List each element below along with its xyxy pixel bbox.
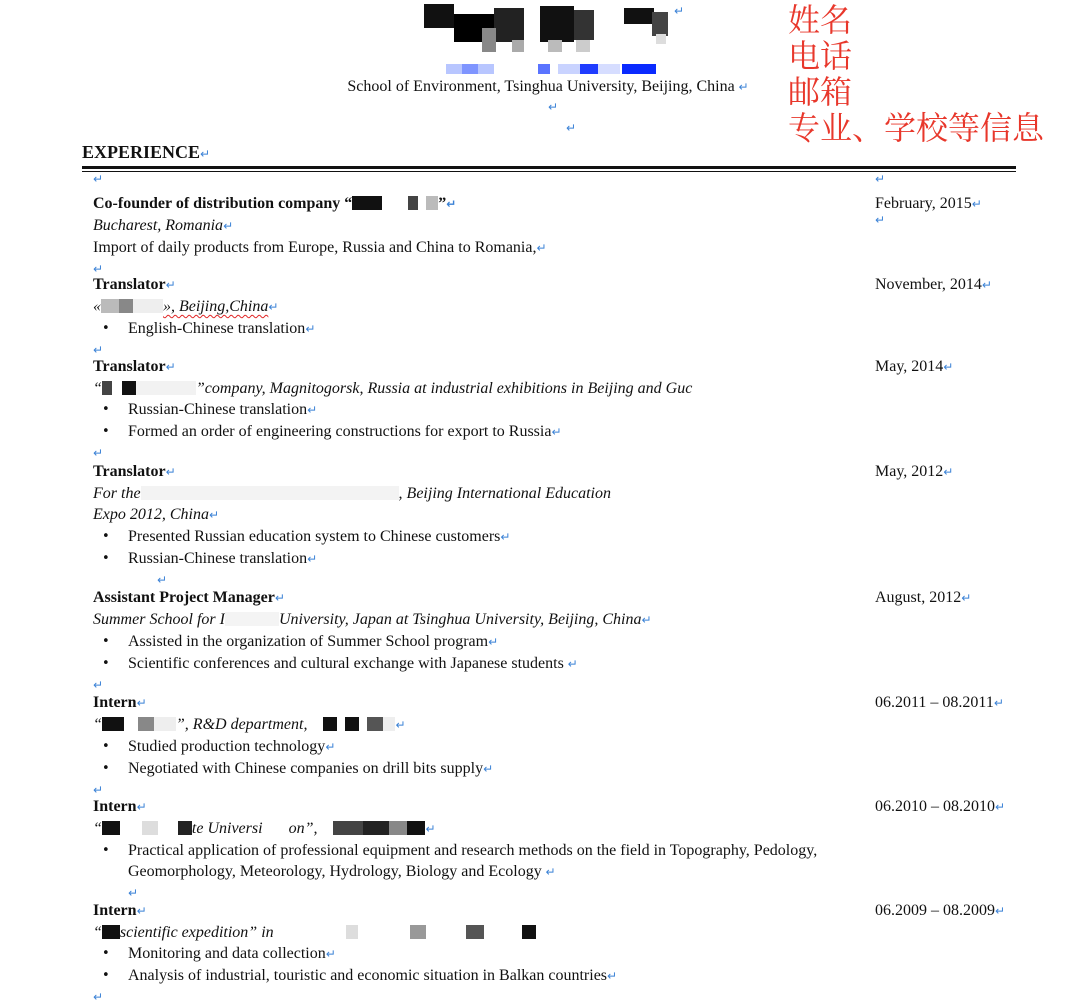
- entry-date: 06.2011 – 08.2011↵: [875, 694, 1004, 711]
- entry-bullet: • Russian-Chinese translation↵: [93, 399, 863, 421]
- entry-title: Co-founder of distribution company “ ”↵: [93, 195, 457, 212]
- entry-bullet: • Analysis of industrial, touristic and economic situation in Balkan countries↵: [93, 965, 733, 987]
- entry-bullet: • Studied production technology↵: [93, 736, 853, 758]
- annotation-line: 电话: [788, 37, 853, 75]
- entry-title: Translator↵: [93, 276, 176, 293]
- entry-title: Translator↵: [93, 358, 176, 375]
- entry-location: Summer School for I University, Japan at Tsinghua University, Beijing, China↵: [93, 611, 652, 628]
- annotation-line: 邮箱: [788, 73, 853, 111]
- section-title: EXPERIENCE↵: [82, 142, 211, 162]
- entry-bullet: • English-Chinese translation↵: [93, 318, 853, 340]
- annotation-note: [788, 2, 1044, 146]
- entry-location: “ te Universi on”, ↵: [93, 820, 436, 837]
- entry-bullet: • Scientific conferences and cultural exchange with Japanese students ↵: [93, 653, 853, 675]
- experience-entry: Intern↵ “ te Universi on”, ↵ • Practical application of professional equipment and research methods on the field in Topography, Pedology, Geomorphology, Meteorology, Hydrology, Biology and Ecology ↵ ↵: [93, 796, 853, 904]
- redacted-contact: [446, 62, 658, 78]
- entry-bullet: • Russian-Chinese translation↵: [93, 548, 833, 570]
- entry-date: May, 2012↵: [875, 463, 954, 480]
- entry-bullet: • Practical application of professional equipment and research methods on the field in Topography, Pedology, Geomorphology, Meteorology, Hydrology, Biology and Ecology ↵: [93, 840, 853, 883]
- experience-entry: Translator↵ “ ”company, Magnitogorsk, Russia at industrial exhibitions in Beijing and Guc • Russian-Chinese translation↵ • Formed an order of engineering constructions for export to Russia↵ ↵: [93, 356, 863, 464]
- entry-location: “ ”, R&D department, ↵: [93, 716, 406, 733]
- annotation-line: 姓名: [788, 1, 853, 39]
- entry-location: Bucharest, Romania↵: [93, 217, 234, 234]
- school-line: School of Environment, Tsinghua University, Beijing, China ↵: [347, 78, 749, 95]
- entry-bullet: • Assisted in the organization of Summer School program↵: [93, 631, 853, 653]
- section-rule: [82, 166, 1016, 169]
- entry-title: Intern↵: [93, 798, 147, 815]
- experience-entry: Intern↵ “ ”, R&D department, ↵ • Studied production technology↵ • Negotiated with Chinese companies on drill bits supply↵ ↵: [93, 692, 853, 801]
- redaction: [352, 196, 382, 210]
- experience-entry: Co-founder of distribution company “ ”↵ Bucharest, Romania↵ Import of daily products from Europe, Russia and China to Romania,↵ ↵: [93, 193, 853, 280]
- paragraph-mark: ↵: [548, 100, 559, 114]
- entry-location-cont: Expo 2012, China↵: [93, 506, 220, 523]
- paragraph-mark: ↵: [875, 172, 886, 186]
- entry-location: “ scientific expedition” in: [93, 922, 733, 943]
- annotation-line: 专业、学校等信息: [788, 109, 1045, 147]
- entry-location: « », Beijing,China↵: [93, 298, 279, 315]
- redacted-name: [424, 4, 686, 52]
- entry-description: Import of daily products from Europe, Russia and China to Romania,↵: [93, 239, 547, 256]
- entry-date: May, 2014↵: [875, 358, 954, 375]
- experience-entry: Assistant Project Manager↵ Summer School for I University, Japan at Tsinghua University, Beijing, China↵ • Assisted in the organization of Summer School program↵ • Scientific conferences and cultural exchange with Japanese students ↵ ↵: [93, 587, 853, 696]
- entry-location: “ ”company, Magnitogorsk, Russia at industrial exhibitions in Beijing and Guc: [93, 380, 693, 397]
- paragraph-mark: ↵: [93, 172, 104, 186]
- entry-bullet: • Formed an order of engineering constructions for export to Russia↵: [93, 421, 863, 443]
- entry-date: 06.2009 – 08.2009↵: [875, 902, 1006, 919]
- entry-title: Intern↵: [93, 902, 147, 919]
- entry-date: August, 2012↵: [875, 589, 972, 606]
- paragraph-mark: ↵: [674, 4, 685, 18]
- entry-date: February, 2015↵: [875, 195, 982, 212]
- experience-entry: Translator↵ For the , Beijing International Education Expo 2012, China↵ • Presented Russian education system to Chinese customers↵ • Russian-Chinese translation↵ ↵: [93, 461, 833, 591]
- entry-bullet: • Monitoring and data collection↵: [93, 943, 733, 965]
- entry-title: Intern↵: [93, 694, 147, 711]
- entry-title: Assistant Project Manager↵: [93, 589, 285, 606]
- entry-date: 06.2010 – 08.2010↵: [875, 798, 1006, 815]
- entry-bullet: • Negotiated with Chinese companies on drill bits supply↵: [93, 758, 853, 780]
- entry-location: For the , Beijing International Education: [93, 485, 611, 502]
- entry-title: Translator↵: [93, 463, 176, 480]
- experience-entry: Intern↵ “ scientific expedition” in • Monitoring and data collection↵ • Analysis of industrial, touristic and economic situation in Balkan countries↵ ↵: [93, 900, 733, 1008]
- paragraph-mark: ↵: [875, 213, 886, 227]
- experience-entry: Translator↵ « », Beijing,China↵ • English-Chinese translation↵ ↵: [93, 274, 853, 361]
- entry-bullet: • Presented Russian education system to Chinese customers↵: [93, 526, 833, 548]
- entry-date: November, 2014↵: [875, 276, 992, 293]
- paragraph-mark: ↵: [566, 121, 577, 135]
